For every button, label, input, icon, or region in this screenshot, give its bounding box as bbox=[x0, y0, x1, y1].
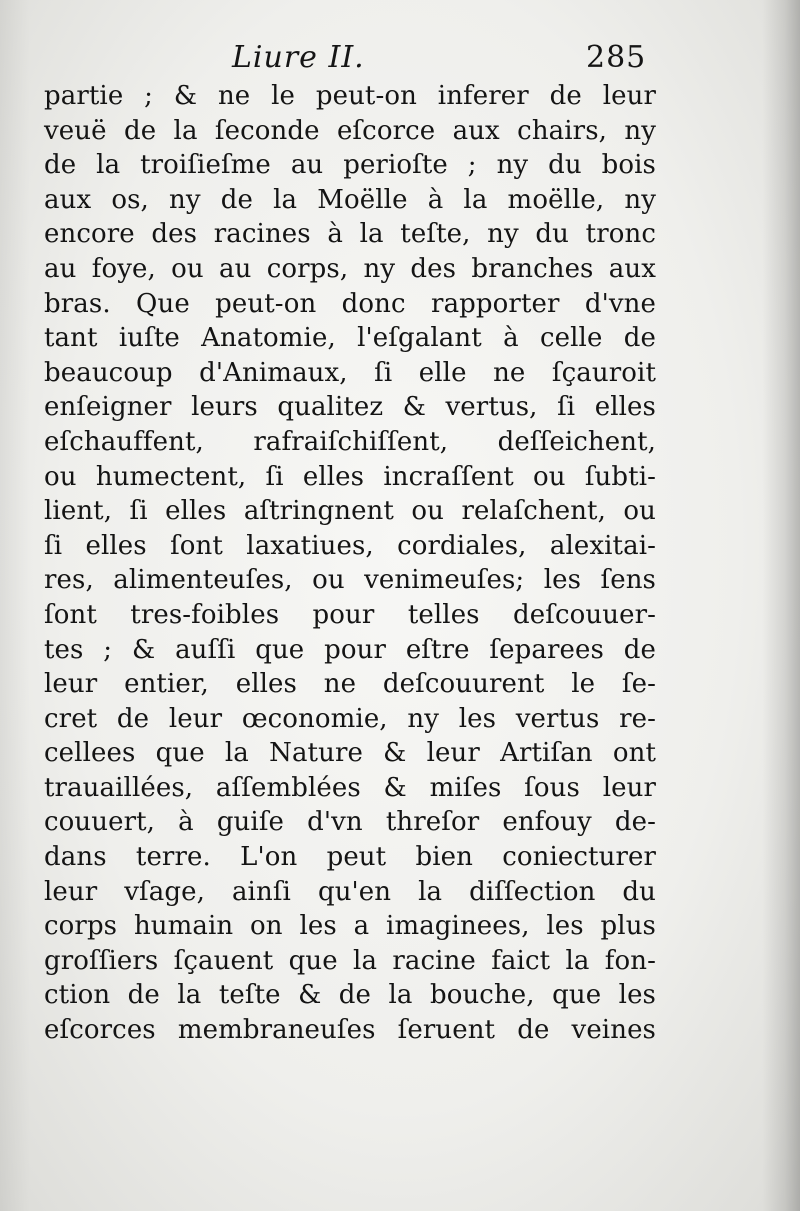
text-line: encore des racines à la teſte, ny du tronc bbox=[44, 219, 656, 250]
text-line: couuert, à guiſe d'vn threſor enfouy de- bbox=[44, 807, 656, 838]
text-line: tant iuſte Anatomie, l'eſgalant à celle de bbox=[44, 323, 656, 354]
text-line: lient, ſi elles aſtringnent ou relaſchent, ou bbox=[44, 496, 656, 527]
text-line: ſont tres-foibles pour telles deſcouuer- bbox=[44, 599, 656, 630]
text-line: bras. Que peut-on donc rapporter d'vne bbox=[44, 288, 656, 319]
text-line: ction de la teſte & de la bouche, que les bbox=[44, 980, 656, 1011]
text-line: cellees que la Nature & leur Artiſan ont bbox=[44, 738, 656, 769]
text-line: res, alimenteuſes, ou venimeuſes; les ſens bbox=[44, 565, 656, 596]
text-line: de la troiſieſme au perioſte ; ny du bois bbox=[44, 150, 656, 181]
text-line: au foye, ou au corps, ny des branches aux bbox=[44, 253, 656, 284]
page-gutter-shadow bbox=[762, 0, 800, 1211]
text-line: corps humain on les a imaginees, les plus bbox=[44, 911, 656, 942]
body-text bbox=[44, 79, 656, 1048]
text-line: beaucoup d'Animaux, ſi elle ne ſçauroit bbox=[44, 357, 656, 388]
page-edge-shadow-left bbox=[0, 0, 30, 1211]
text-line: ſi elles ſont laxatiues, cordiales, alexitai- bbox=[44, 530, 656, 561]
text-line: leur vſage, ainſi qu'en la diſſection du bbox=[44, 876, 656, 907]
running-head-title: Liure II. bbox=[232, 40, 365, 75]
text-line: enſeigner leurs qualitez & vertus, ſi elles bbox=[44, 392, 656, 423]
text-line: ou humectent, ſi elles incraſſent ou ſubti- bbox=[44, 461, 656, 492]
text-line: cret de leur œconomie, ny les vertus re- bbox=[44, 703, 656, 734]
text-line: partie ; & ne le peut-on inferer de leur bbox=[44, 81, 656, 111]
text-line: tes ; & auſſi que pour eſtre ſeparees de bbox=[44, 634, 656, 665]
page-number: 285 bbox=[586, 40, 647, 75]
text-line: veuë de la ſeconde eſcorce aux chairs, ny bbox=[44, 115, 656, 146]
text-line: dans terre. L'on peut bien coniecturer bbox=[44, 842, 656, 873]
text-line: trauaillées, aſſemblées & miſes ſous leur bbox=[44, 772, 656, 803]
text-line: eſcorces membraneuſes ſeruent de veines bbox=[44, 1015, 656, 1046]
running-head bbox=[0, 38, 800, 78]
text-line: aux os, ny de la Moëlle à la moëlle, ny bbox=[44, 184, 656, 215]
text-line: eſchauffent, rafraiſchiſſent, deſſeichent, bbox=[44, 426, 656, 457]
text-line: groſſiers ſçauent que la racine faict la fon- bbox=[44, 945, 656, 976]
text-line: leur entier, elles ne deſcouurent le ſe- bbox=[44, 669, 656, 700]
